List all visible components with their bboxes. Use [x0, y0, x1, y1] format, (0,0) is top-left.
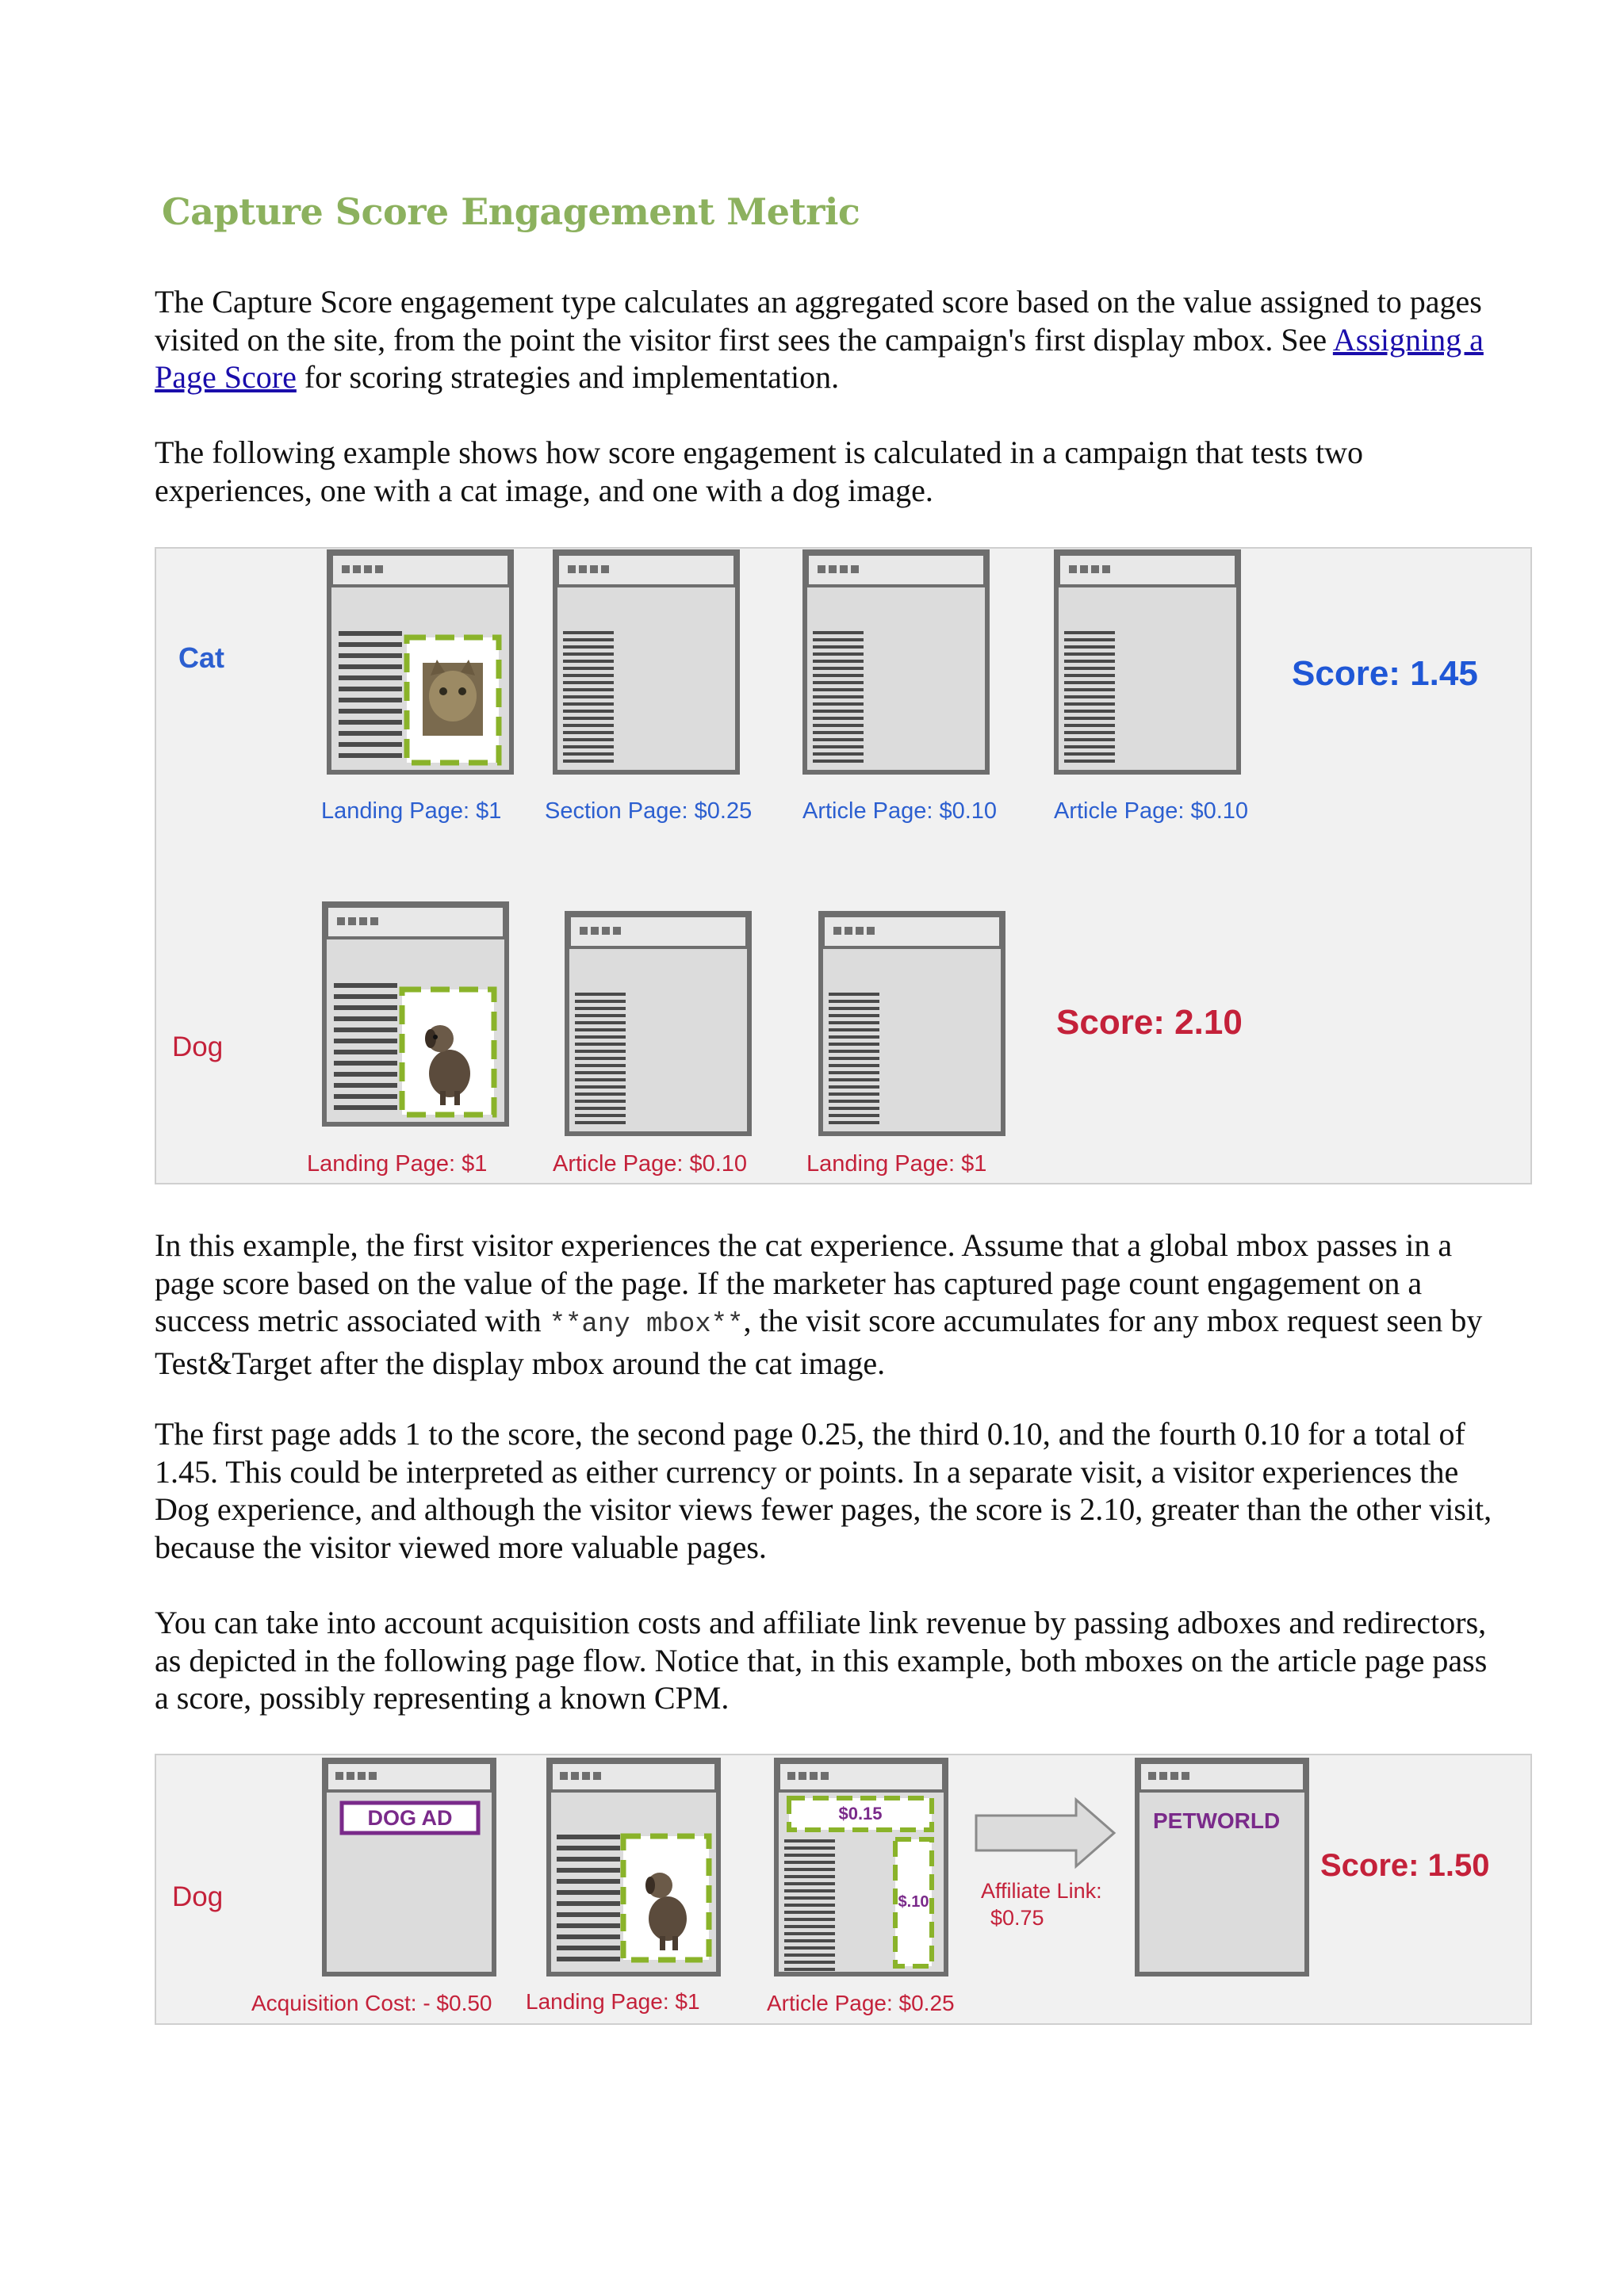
affiliate-arrow — [976, 1800, 1114, 1866]
dog-ad-page-thumbnail — [324, 1760, 494, 1974]
score-diagram — [156, 549, 1530, 1183]
top-mbox-value: $0.15 — [838, 1804, 883, 1823]
cat-section-page-thumbnail — [555, 552, 737, 772]
cat-row-label: Cat — [178, 641, 225, 674]
dog-row-label: Dog — [172, 1031, 224, 1062]
dog-score: Score: 2.10 — [1056, 1003, 1243, 1042]
flow-caption-2: Landing Page: $1 — [526, 1989, 700, 2014]
cat-caption-3: Article Page: $0.10 — [802, 798, 998, 824]
affiliate-link-label: Affiliate Link: — [981, 1879, 1102, 1903]
dog-caption-3: Landing Page: $1 — [806, 1151, 987, 1177]
flow-score: Score: 1.50 — [1320, 1848, 1490, 1883]
cat-caption-1: Landing Page: $1 — [321, 798, 502, 824]
cat-article-page-thumbnail-2 — [1056, 552, 1239, 772]
affiliate-link-value: $0.75 — [990, 1906, 1044, 1930]
page-title: Capture Score Engagement Metric — [162, 190, 860, 233]
dog-landing-page-thumbnail-1 — [324, 904, 507, 1124]
cat-caption-4: Article Page: $0.10 — [1054, 798, 1249, 824]
dog-caption-2: Article Page: $0.10 — [553, 1151, 748, 1177]
flow-caption-1: Acquisition Cost: - $0.50 — [251, 1991, 492, 2015]
cat-caption-2: Section Page: $0.25 — [545, 798, 753, 824]
side-mbox-value: $.10 — [898, 1893, 929, 1911]
cat-landing-page-thumbnail — [329, 552, 511, 772]
score-explanation-paragraph: The first page adds 1 to the score, the second page 0.25, the third 0.10, and the fourth 0.10 for a total of 1.45. This could be interpreted as either currency or points. In a separate visit, a visitor experiences the Dog experience, and although the visitor views fewer pages, the score is 2.10, greater than the other visit, because the visitor viewed more valuable pages. — [155, 1416, 1492, 1565]
page-flow-figure — [155, 1754, 1532, 2025]
intro-paragraph: The Capture Score engagement type calculates an aggregated score based on the value assigned to pages visited on the site, from the point the visitor first sees the campaign's first display mbox. See Assigning a Page Score for scoring strategies and implementation. — [155, 284, 1484, 395]
cat-image-icon — [423, 660, 483, 736]
assigning-page-score-link[interactable]: Assigning a Page Score — [155, 321, 1484, 395]
cat-article-page-thumbnail-1 — [805, 552, 987, 772]
dog-landing-page-thumbnail-2 — [821, 913, 1003, 1134]
dog-ad-text: DOG AD — [367, 1806, 453, 1830]
dog-article-page-thumbnail — [567, 913, 749, 1134]
flow-caption-3: Article Page: $0.25 — [767, 1991, 955, 2015]
petworld-page-thumbnail — [1137, 1760, 1307, 1974]
cat-score: Score: 1.45 — [1292, 654, 1478, 693]
flow-article-page-thumbnail — [776, 1760, 946, 1974]
flow-landing-page-thumbnail — [549, 1760, 718, 1974]
flow-dog-label: Dog — [172, 1881, 224, 1912]
page-flow-diagram — [156, 1755, 1530, 2023]
any-mbox-code: **any mbox** — [549, 1310, 744, 1340]
petworld-text: PETWORLD — [1153, 1808, 1281, 1833]
example-intro-paragraph: The following example shows how score engagement is calculated in a campaign that tests two experiences, one with a cat image, and one with a dog image. — [155, 434, 1364, 508]
cat-experience-paragraph: In this example, the first visitor experiences the cat experience. Assume that a global mbox passes in a page score based on the value of the page. If the marketer has captured page count engagement on a success metric associated with **any mbox**, the visit score accumulates for any mbox request seen by Test&Target after the display mbox around the cat image. — [155, 1227, 1483, 1381]
cat-dog-score-figure — [155, 547, 1532, 1184]
acquisition-paragraph: You can take into account acquisition costs and affiliate link revenue by passing adboxes and redirectors, as depicted in the following page flow. Notice that, in this example, both mboxes on the article page pass a score, possibly representing a known CPM. — [155, 1605, 1488, 1716]
dog-caption-1: Landing Page: $1 — [307, 1151, 488, 1177]
